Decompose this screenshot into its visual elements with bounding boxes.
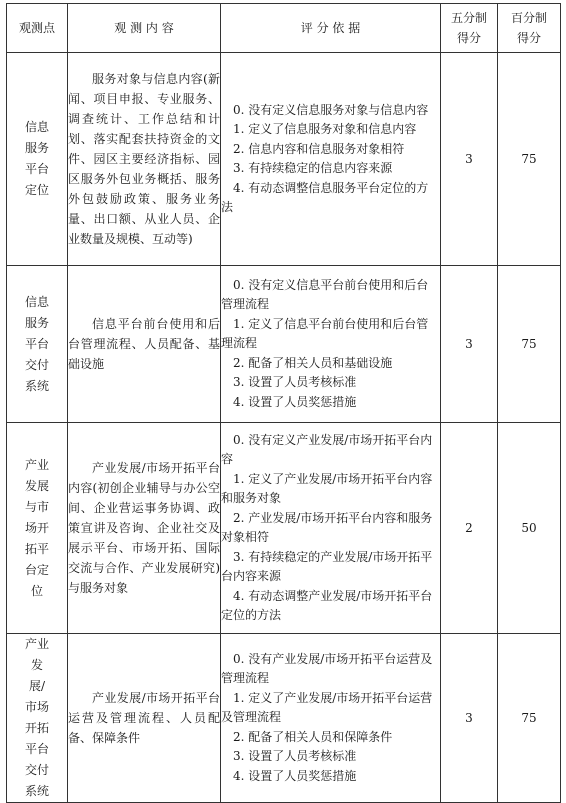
scoring-level-2: 2. 信息内容和信息服务对象相符 bbox=[233, 141, 405, 156]
hundred-point-score: 75 bbox=[498, 53, 561, 266]
header-scoring-basis: 评 分 依 据 bbox=[221, 4, 441, 53]
observation-point-cell bbox=[7, 423, 68, 634]
observation-content-cell bbox=[68, 53, 221, 266]
scoring-level-4: 4. 设置了人员奖惩措施 bbox=[233, 394, 357, 409]
hundred-point-score: 75 bbox=[498, 634, 561, 803]
scoring-level-3: 3. 有持续稳定的信息内容来源 bbox=[233, 161, 393, 175]
header-observation-content: 观 测 内 容 bbox=[68, 4, 221, 53]
evaluation-table bbox=[6, 3, 561, 803]
scoring-level-4: 4. 有动态调整信息服务平台定位的方法 bbox=[221, 180, 429, 214]
scoring-level-1: 1. 定义了信息服务对象和信息内容 bbox=[233, 122, 417, 136]
scoring-level-2: 2. 配备了相关人员和保障条件 bbox=[233, 729, 393, 744]
hundred-point-score: 75 bbox=[498, 266, 561, 423]
observation-point-cell bbox=[7, 634, 68, 803]
header-five-point-score bbox=[441, 4, 498, 53]
table-row bbox=[7, 423, 561, 634]
header-observation-point: 观测点 bbox=[7, 4, 68, 53]
observation-point: 信息服务平台定位 bbox=[24, 120, 49, 197]
scoring-level-4: 4. 设置了人员奖惩措施 bbox=[233, 768, 357, 783]
observation-point: 信息服务平台交付系统 bbox=[24, 294, 49, 393]
scoring-basis-cell bbox=[221, 53, 441, 266]
hundred-point-score: 50 bbox=[498, 423, 561, 634]
observation-content: 服务对象与信息内容(新闻、项目申报、专业服务、调查统计、工作总结和计划、落实配套扶持资金的文件、园区主要经济指标、园区服务外包业务概括、服务外包鼓励政策、服务业务量、出口额、从业人员、企业数量及规模、互动等) bbox=[68, 72, 220, 246]
scoring-level-3: 3. 设置了人员考核标准 bbox=[233, 749, 357, 764]
scoring-level-3: 3. 设置了人员考核标准 bbox=[233, 375, 357, 390]
scoring-basis-cell bbox=[221, 634, 441, 803]
header-row bbox=[7, 4, 561, 53]
scoring-level-0: 0. 没有产业发展/市场开拓平台运营及管理流程 bbox=[221, 651, 433, 686]
scoring-level-1: 1. 定义了信息平台前台使用和后台管理流程 bbox=[221, 316, 429, 351]
scoring-level-1: 1. 定义了产业发展/市场开拓平台内容和服务对象 bbox=[221, 471, 433, 505]
five-point-score: 2 bbox=[441, 423, 498, 634]
header-five-point-score-text: 五分制得分 bbox=[450, 11, 487, 45]
scoring-level-0: 0. 没有定义产业发展/市场开拓平台内容 bbox=[221, 432, 433, 466]
header-hundred-point-score bbox=[498, 4, 561, 53]
table-row bbox=[7, 53, 561, 266]
observation-point: 产业发展与市场开拓平台定位 bbox=[24, 457, 49, 598]
observation-point: 产业发展/市场开拓平台交付系统 bbox=[24, 637, 49, 798]
observation-content: 产业发展/市场开拓平台内容(初创企业辅导与办公空间、企业营运事务协调、政策宣讲及咨询、企业社交及展示平台、市场开拓、国际交流与合作、产业发展研究)与服务对象 bbox=[68, 461, 220, 595]
scoring-level-4: 4. 有动态调整产业发展/市场开拓平台定位的方法 bbox=[221, 588, 433, 622]
scoring-level-1: 1. 定义了产业发展/市场开拓平台运营及管理流程 bbox=[221, 690, 433, 725]
scoring-basis-cell bbox=[221, 423, 441, 634]
table-row bbox=[7, 634, 561, 803]
observation-content-cell bbox=[68, 266, 221, 423]
five-point-score: 3 bbox=[441, 266, 498, 423]
scoring-level-2: 2. 配备了相关人员和基础设施 bbox=[233, 355, 393, 370]
observation-content-cell bbox=[68, 423, 221, 634]
scoring-level-3: 3. 有持续稳定的产业发展/市场开拓平台内容来源 bbox=[221, 549, 433, 583]
scoring-level-0: 0. 没有定义信息平台前台使用和后台管理流程 bbox=[221, 277, 429, 312]
scoring-level-0: 0. 没有定义信息服务对象与信息内容 bbox=[233, 102, 429, 117]
scoring-basis-cell bbox=[221, 266, 441, 423]
observation-point-cell bbox=[7, 53, 68, 266]
table-row bbox=[7, 266, 561, 423]
header-hundred-point-score-text: 百分制得分 bbox=[510, 11, 547, 45]
five-point-score: 3 bbox=[441, 634, 498, 803]
observation-point-cell bbox=[7, 266, 68, 423]
five-point-score: 3 bbox=[441, 53, 498, 266]
observation-content: 产业发展/市场开拓平台运营及管理流程、人员配备、保障条件 bbox=[68, 691, 220, 745]
observation-content: 信息平台前台使用和后台管理流程、人员配备、基础设施 bbox=[68, 317, 220, 371]
observation-content-cell bbox=[68, 634, 221, 803]
scoring-level-2: 2. 产业发展/市场开拓平台内容和服务对象相符 bbox=[221, 510, 433, 544]
